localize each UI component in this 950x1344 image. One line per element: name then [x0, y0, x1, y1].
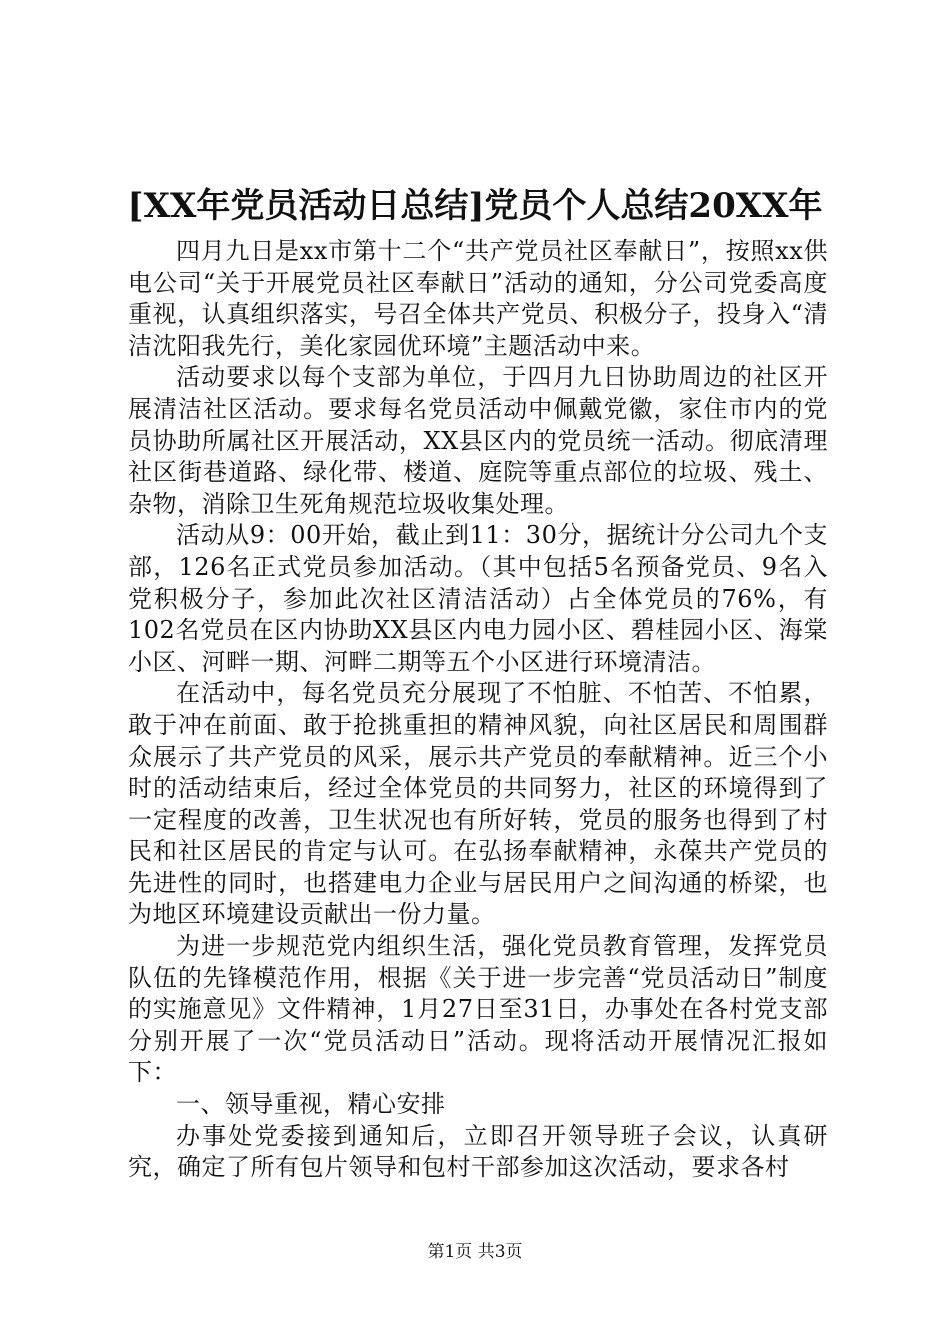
document-body — [128, 236, 828, 1184]
page-footer: 第1页 共3页 — [427, 1242, 523, 1262]
paragraph-2: 活动要求以每个支部为单位，于四月九日协助周边的社区开展清洁社区活动。要求每名党员活动中佩戴党徽，家住市内的党员协助所属社区开展活动，XX县区内的党员统一活动。彻底清理社区街巷道路、绿化带、楼道、庭院等重点部位的垃圾、残土、杂物，消除卫生死角规范垃圾收集处理。 — [128, 363, 828, 518]
paragraph-6: 办事处党委接到通知后，立即召开领导班子会议，认真研究，确定了所有包片领导和包村干部参加这次活动，要求各村 — [128, 1121, 828, 1182]
paragraph-5: 为进一步规范党内组织生活，强化党员教育管理，发挥党员队伍的先锋模范作用，根据《关于进一步完善“党员活动日”制度的实施意见》文件精神，1月27日至31日，办事处在各村党支部分别开展了一次“党员活动日”活动。现将活动开展情况汇报如下： — [128, 932, 828, 1087]
document-title: [XX年党员活动日总结]党员个人总结20XX年 — [127, 186, 823, 226]
paragraph-1: 四月九日是xx市第十二个“共产党员社区奉献日”，按照xx供电公司“关于开展党员社区奉献日”活动的通知，分公司党委高度重视，认真组织落实，号召全体共产党员、积极分子，投身入“清洁沈阳我先行，美化家园优环境”主题活动中来。 — [128, 237, 828, 360]
paragraph-3: 活动从9：00开始，截止到11：30分，据统计分公司九个支部，126名正式党员参加活动。（其中包括5名预备党员、9名入党积极分子，参加此次社区清洁活动）占全体党员的76%，有102名党员在区内协助XX县区内电力园小区、碧桂园小区、海棠小区、河畔一期、河畔二期等五个小区进行环境清洁。 — [128, 521, 828, 676]
paragraph-4: 在活动中，每名党员充分展现了不怕脏、不怕苦、不怕累，敢于冲在前面、敢于抢挑重担的精神风貌，向社区居民和周围群众展示了共产党员的风采，展示共产党员的奉献精神。近三个小时的活动结束后，经过全体党员的共同努力，社区的环境得到了一定程度的改善，卫生状况也有所好转，党员的服务也得到了村民和社区居民的肯定与认可。在弘扬奉献精神，永葆共产党员的先进性的同时，也搭建电力企业与居民用户之间沟通的桥梁，也为地区环境建设贡献出一份力量。 — [128, 679, 828, 929]
section-heading: 一、领导重视，精心安排 — [176, 1090, 446, 1119]
